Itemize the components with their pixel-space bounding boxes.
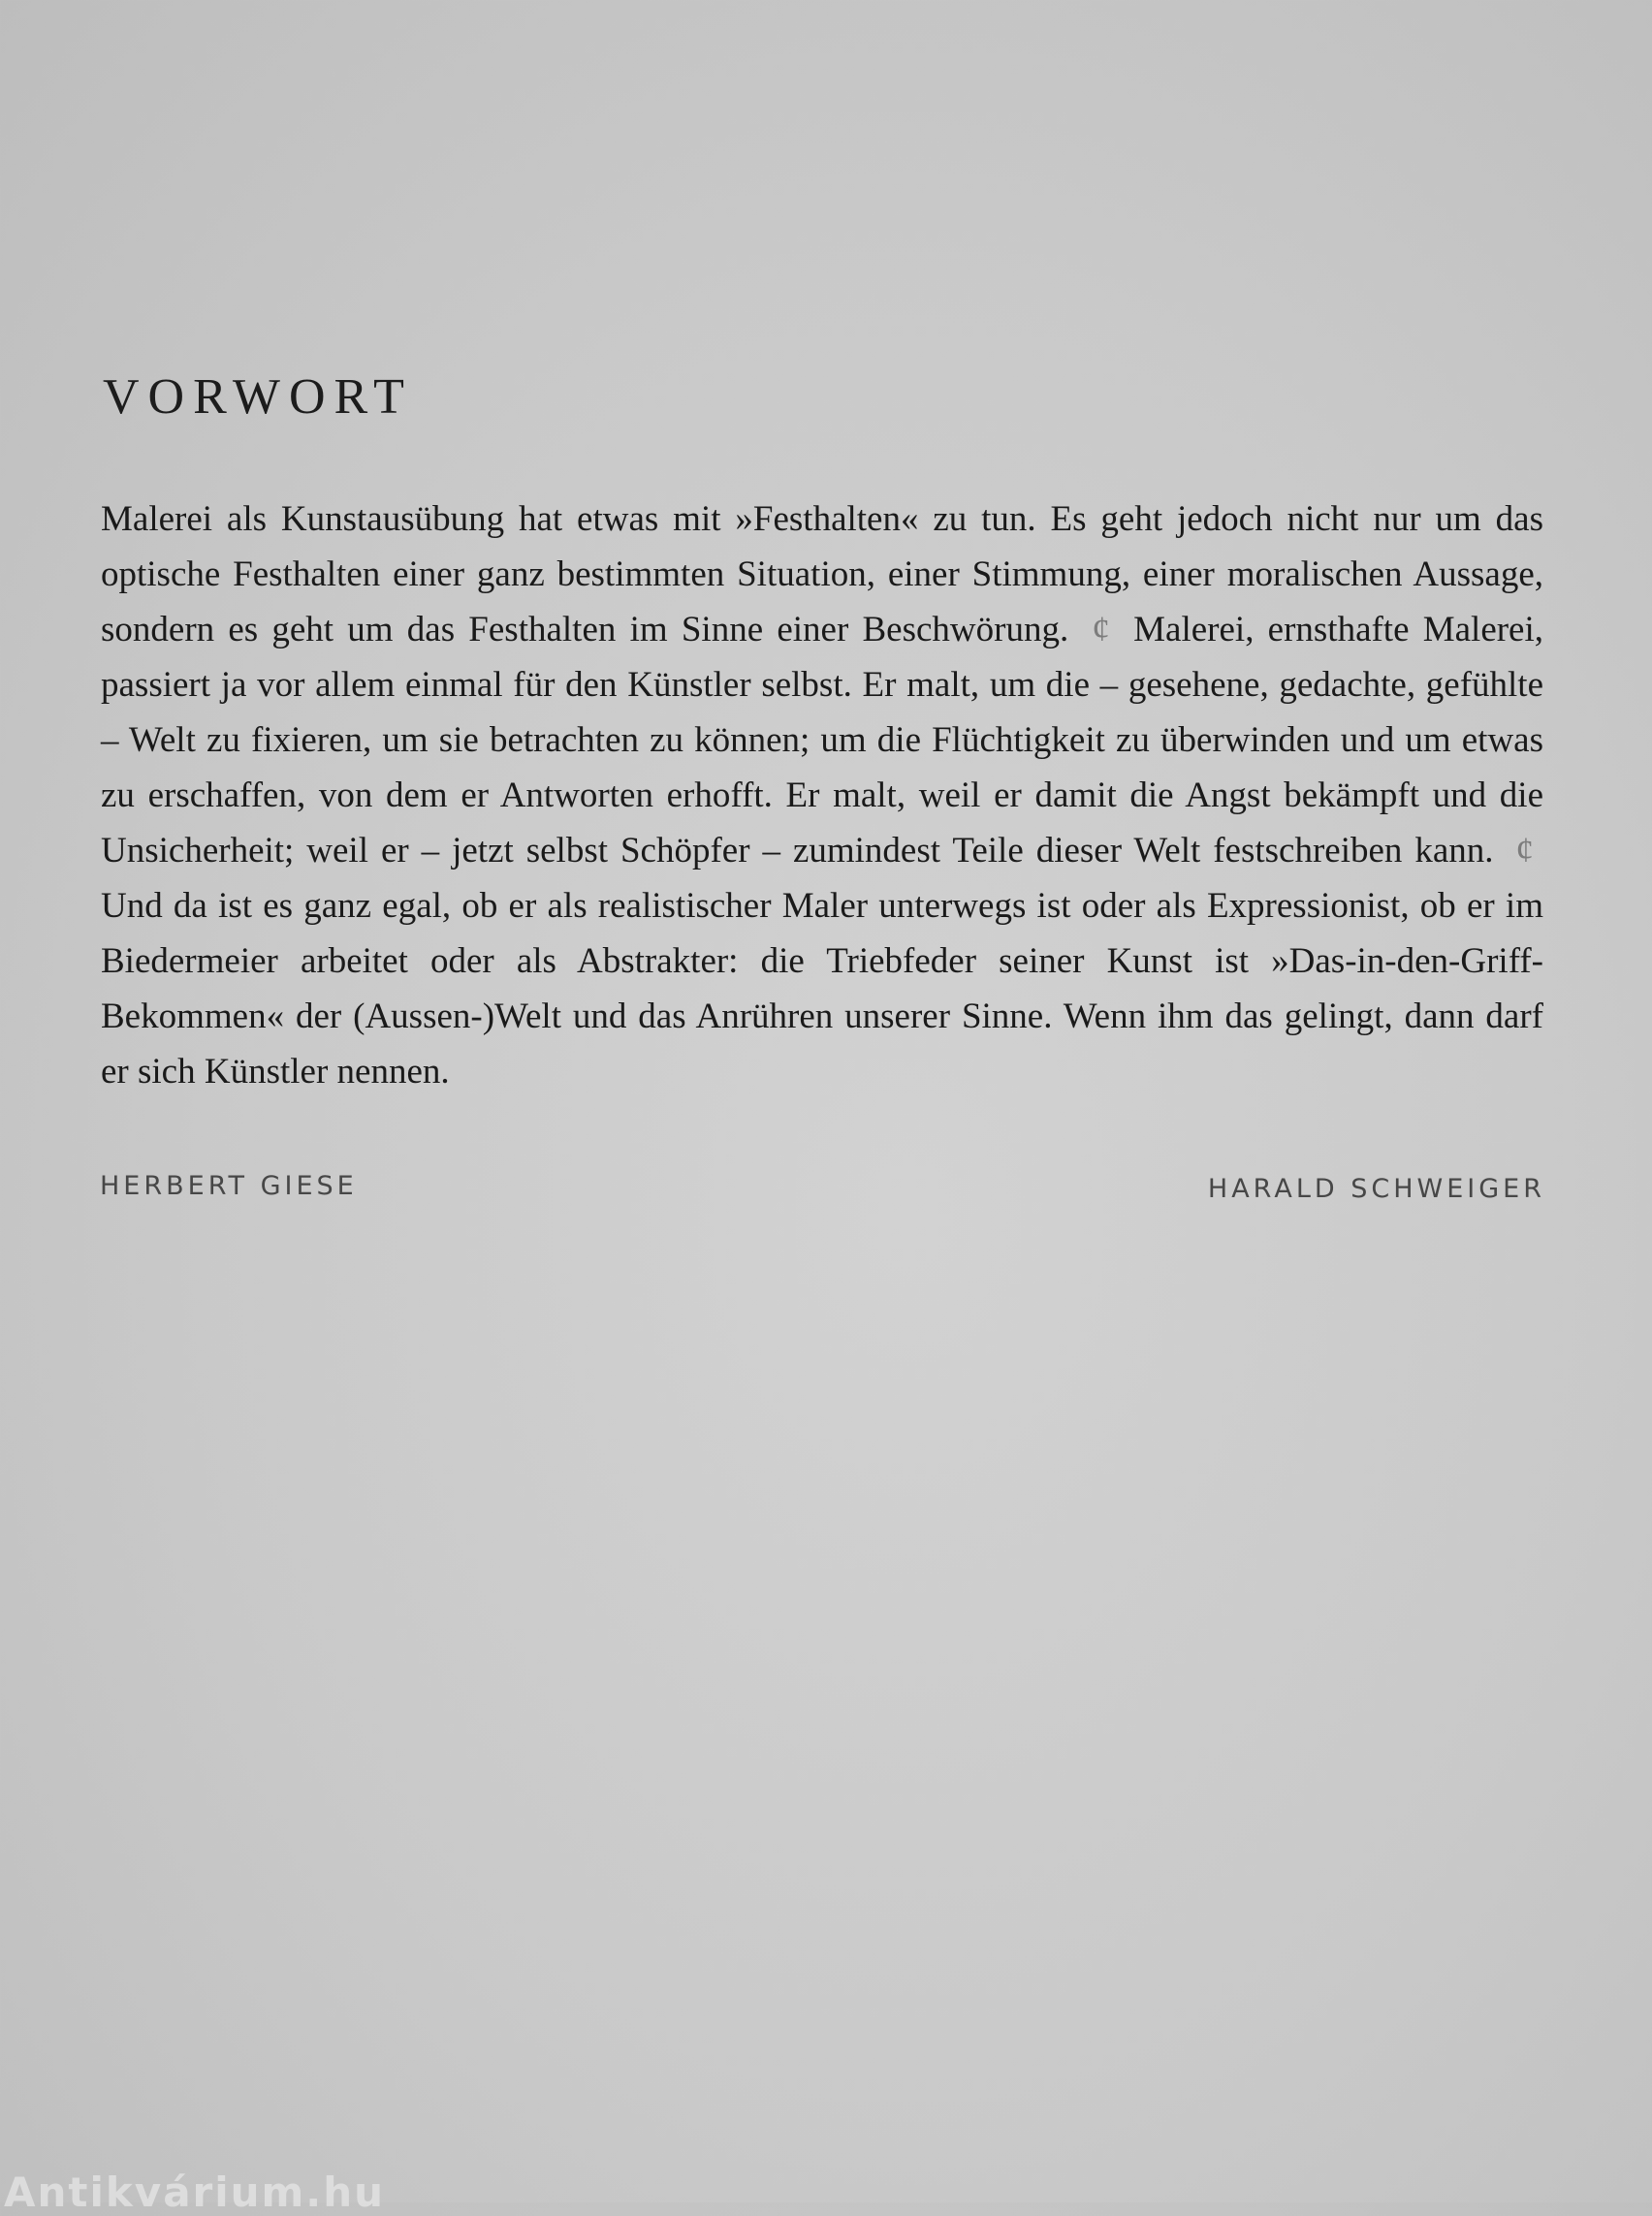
foreword-text [101, 491, 1543, 1099]
paragraph-3: Und da ist es ganz egal, ob er als realistischer Maler unterwegs ist oder als Expressionist, ob er im Biedermeier arbeitet oder als Abstrakter: die Triebfeder seiner Kunst ist »Das-in-den-Griff-Bekommen« der (Aussen-)Welt und das Anrühren unserer Sinne. Wenn ihm das gelingt, dann darf er sich Künstler nennen. [101, 886, 1543, 1092]
page-title: VORWORT [103, 369, 413, 425]
section-separator-2: ¢ [1515, 831, 1535, 871]
section-separator-1: ¢ [1092, 610, 1110, 649]
author-harald-schweiger: HARALD SCHWEIGER [1207, 1174, 1545, 1204]
author-herbert-giese: HERBERT GIESE [100, 1171, 358, 1201]
paragraph-2: Malerei, ernsthafte Malerei, passiert ja vor allem einmal für den Künstler selbst. Er malt, um die – gesehene, gedachte, gefühlte – Welt zu fixieren, um sie betrachten zu können; um die Flüchtigkeit zu überwinden und um etwas zu erschaffen, von dem er Antworten erhofft. Er malt, weil er damit die Angst bekämpft und die Unsicherheit; weil er – jetzt selbst Schöpfer – zumindest Teile dieser Welt festschreiben kann. [101, 610, 1544, 871]
watermark: Antikvárium.hu [4, 2169, 386, 2216]
paragraph-1: Malerei als Kunstausübung hat etwas mit »Festhalten« zu tun. Es geht jedoch nicht nur um das optische Festhalten einer ganz bestimmten Situation, einer Stimmung, einer moralischen Aussage, sondern es geht um das Festhalten im Sinne einer Beschwörung. [101, 499, 1543, 649]
